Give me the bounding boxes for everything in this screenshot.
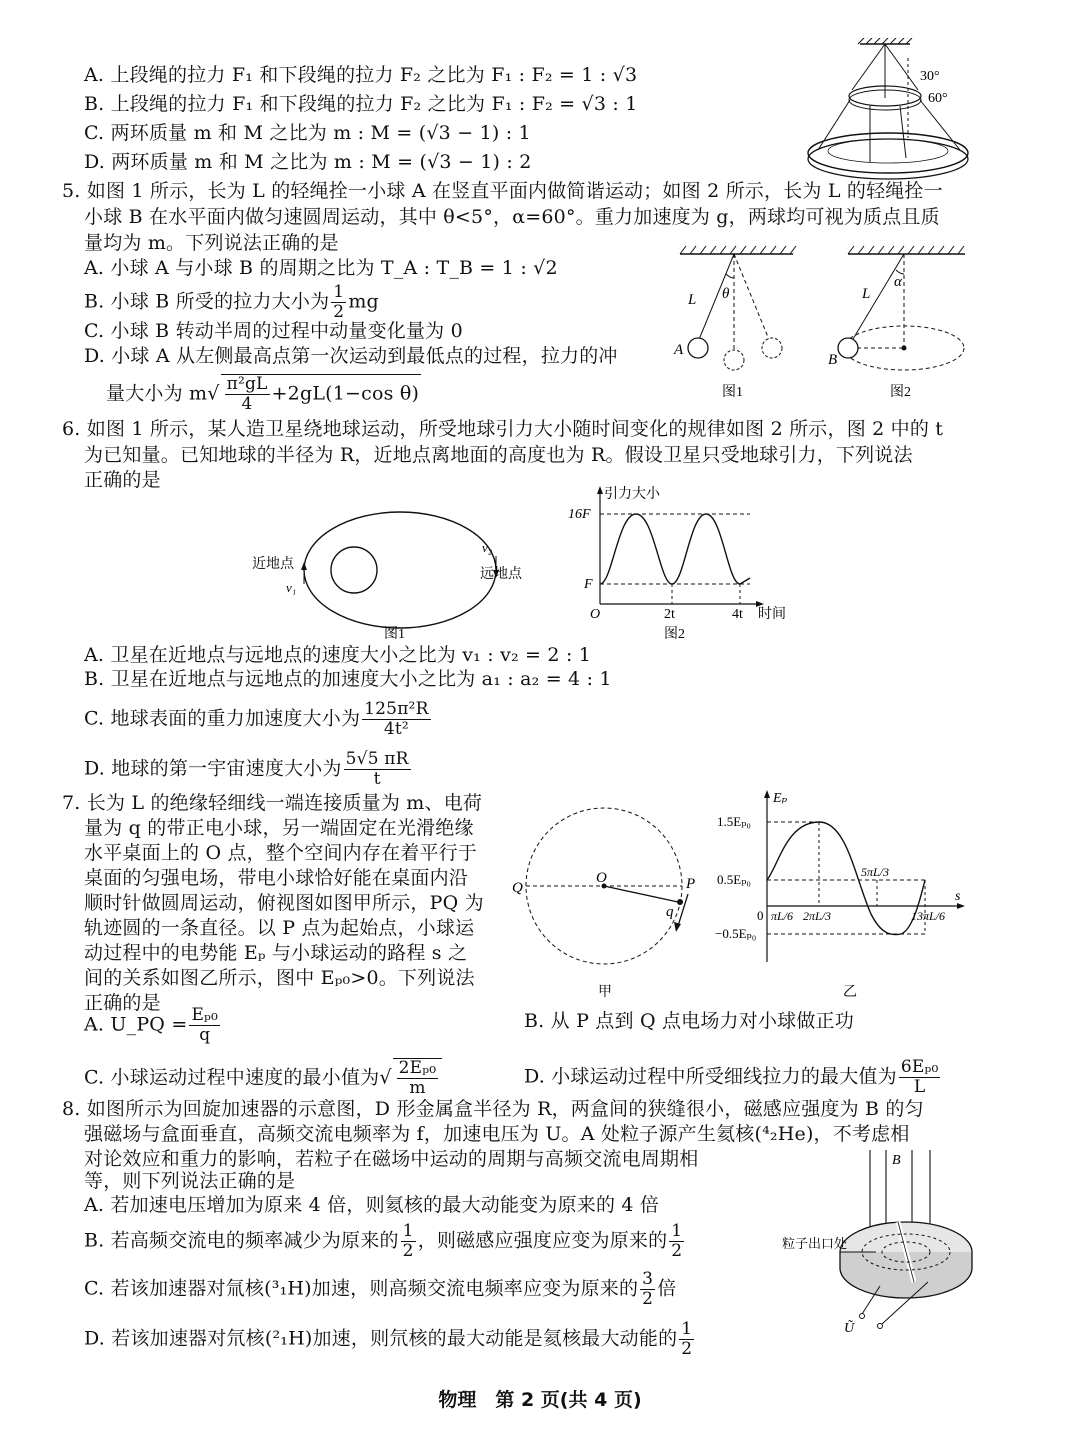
q5-fig1-A: A <box>674 342 684 358</box>
q8-stem-3: 对论效应和重力的影响，若粒子在磁场中运动的周期与高频交流电周期相 <box>84 1148 699 1170</box>
q6-chart-origin: O <box>590 607 601 622</box>
q7-option-d: D. 小球运动过程中所受细线拉力的最大值为 $\frac{\text{6Eₚ₀}}{L}$ <box>524 1057 939 1097</box>
q6-option-d: D. 地球的第一宇宙速度大小为 $\frac{5√5 \pi R}{t}$ <box>84 749 409 789</box>
q5-fig2-L: L <box>862 286 871 302</box>
q6-fig2-caption: 图2 <box>664 627 685 642</box>
q4-angle-30: 30° <box>920 69 940 84</box>
q8-option-a: A. 若加速电压增加为原来 4 倍，则氦核的最大动能变为原来的 4 倍 <box>84 1194 660 1216</box>
q8-stem-4: 等，则下列说法正确的是 <box>84 1170 296 1192</box>
q7-stem-line-2: 量为 q 的带正电小球，另一端固定在光滑绝缘 <box>84 817 474 839</box>
q6-option-a: A. 卫星在近地点与远地点的速度大小之比为 v₁ : v₂ = 2 : 1 <box>84 644 592 666</box>
q5-fig1-L: L <box>688 292 697 308</box>
q5-option-a: A. 小球 A 与小球 B 的周期之比为 T_A : T_B = 1 : √2 <box>84 257 558 279</box>
q6-chart-y-bottom: F <box>584 577 593 592</box>
q6-v2-label: v₂ <box>482 540 493 555</box>
q8-option-d: D. 若该加速器对氘核(²₁H)加速，则氘核的最大动能是氦核最大动能的 $\frac{1}{2}$ <box>84 1319 693 1359</box>
q7-stem-line-7: 动过程中的电势能 Eₚ 与小球运动的路程 s 之 <box>84 942 468 964</box>
q7-chart-x-pi6: πL/6 <box>771 909 794 923</box>
q5-fig2-alpha: α <box>894 274 902 290</box>
q5-stem-1: 5. 如图 1 所示，长为 L 的轻绳拴一小球 A 在竖直平面内做简谐运动；如图 2 所示，长为 L 的轻绳拴一 <box>62 180 943 202</box>
q5-fig1-theta: θ <box>722 286 730 302</box>
q5-option-d-line1: D. 小球 A 从左侧最高点第一次运动到最低点的过程，拉力的冲 <box>84 345 618 367</box>
q8-stem-1: 8. 如图所示为回旋加速器的示意图，D 形金属盒半径为 R，两盒间的狭缝很小，磁感应强度为 B 的匀 <box>62 1098 924 1120</box>
q7-chart-y-0.5: 0.5Eₚ₀ <box>717 872 751 887</box>
q5-option-b: B. 小球 B 所受的拉力大小为 $\frac{1}{2}$ mg <box>84 282 379 322</box>
q7-stem-line-1: 7. 长为 L 的绝缘轻细线一端连接质量为 m、电荷 <box>62 792 483 814</box>
q6-stem-3: 正确的是 <box>84 469 161 491</box>
q7-point-O: O <box>596 870 607 886</box>
q7-stem-line-3: 水平桌面上的 O 点，整个空间内存在着平行于 <box>84 842 478 864</box>
q7-chart-origin: 0 <box>757 908 764 923</box>
q6-chart-x-4t: 4t <box>732 607 743 622</box>
q6-far-point-label: 远地点 <box>480 567 522 582</box>
q6-fig1-caption: 图1 <box>384 627 405 642</box>
q6-stem-1: 6. 如图 1 所示，某人造卫星绕地球运动，所受地球引力大小随时间变化的规律如图 2 所示，图 2 中的 t <box>62 418 944 440</box>
q7-option-b: B. 从 P 点到 Q 点电场力对小球做正功 <box>524 1010 854 1032</box>
q4-option-a: A. 上段绳的拉力 F₁ 和下段绳的拉力 F₂ 之比为 F₁ : F₂ = 1 : √3 <box>84 64 638 86</box>
q7-stem-line-4: 桌面的匀强电场，带电小球恰好能在桌面内沿 <box>84 867 469 889</box>
q7-energy-chart-b <box>715 784 975 1002</box>
q7-figA-caption: 甲 <box>598 985 612 1000</box>
q6-near-point-label: 近地点 <box>252 557 294 572</box>
q7-stem-line-6: 轨迹圆的一条直径。以 P 点为起始点，小球运 <box>84 917 475 939</box>
q7-chart-y-1.5: 1.5Eₚ₀ <box>717 814 751 829</box>
q7-chart-y-neg0.5: −0.5Eₚ₀ <box>715 926 757 941</box>
q7-point-Q: Q <box>512 880 523 896</box>
q7-point-P: P <box>686 876 696 892</box>
q7-chart-x-2pi3: 2πL/3 <box>803 909 832 923</box>
q6-v1-label: v₁ <box>286 580 297 595</box>
q7-option-a: A. U_PQ = $\frac{\text{Eₚ₀}}{q}$ <box>84 1005 219 1045</box>
q5-stem-3: 量均为 m。下列说法正确的是 <box>84 232 339 254</box>
q5-fig2-B: B <box>828 352 838 368</box>
q6-option-c: C. 地球表面的重力加速度大小为 $\frac{\text{125π²R}}{\text{4t²}}$ <box>84 699 429 739</box>
q5-conical-figure-2 <box>820 240 980 402</box>
page-footer: 物理 第 2 页(共 4 页) <box>438 1389 642 1411</box>
q7-chart-ylabel: Eₚ <box>773 791 788 806</box>
q6-force-chart-figure-2 <box>560 482 810 644</box>
q4-angle-60: 60° <box>928 91 948 106</box>
q5-fig1-caption: 图1 <box>722 385 743 400</box>
q6-orbit-figure-1 <box>246 500 546 644</box>
q7-chart-x-5pi3: 5πL/3 <box>861 865 890 879</box>
q5-option-d-line2: 量大小为 m√ $\frac{\text{π²gL}}{4}$ +2gL(1−cos θ) <box>106 374 420 414</box>
q8-cyclotron-figure <box>780 1146 980 1336</box>
q6-chart-x-2t: 2t <box>664 607 675 622</box>
q6-chart-xlabel: 时间 <box>758 607 786 622</box>
q8-option-c: C. 若该加速器对氚核(³₁H)加速，则高频交流电频率应变为原来的 $\frac{3}{2}$ 倍 <box>84 1269 677 1309</box>
q4-option-b: B. 上段绳的拉力 F₁ 和下段绳的拉力 F₂ 之比为 F₁ : F₂ = √3 : 1 <box>84 93 638 115</box>
q8-field-B: B <box>892 1153 901 1168</box>
q7-figB-caption: 乙 <box>843 985 857 1000</box>
q8-exit-label: 粒子出口处 <box>782 1236 848 1251</box>
q7-stem-line-8: 间的关系如图乙所示，图中 Eₚ₀>0。下列说法 <box>84 967 475 989</box>
q4-option-d: D. 两环质量 m 和 M 之比为 m : M = (√3 − 1) : 2 <box>84 151 532 173</box>
q7-chart-x-13pi6: 13πL/6 <box>911 909 946 923</box>
q5-option-c: C. 小球 B 转动半周的过程中动量变化量为 0 <box>84 320 463 342</box>
q7-chart-xlabel: s <box>955 889 961 904</box>
q7-charge-q: q <box>666 904 674 920</box>
q5-pendulum-figure-1 <box>668 240 808 402</box>
q6-chart-y-top: 16F <box>568 507 591 522</box>
q5-stem-2: 小球 B 在水平面内做匀速圆周运动，其中 θ<5°，α=60°。重力加速度为 g，两球均可视为质点且质 <box>84 206 940 228</box>
q7-stem-line-5: 顺时针做圆周运动，俯视图如图甲所示，PQ 为 <box>84 892 484 914</box>
q6-chart-ylabel: 引力大小 <box>604 487 660 502</box>
q8-stem-2: 强磁场与盒面垂直，高频交流电频率为 f，加速电压为 U。A 处粒子源产生氦核(⁴₂He)，不考虑相 <box>84 1123 910 1145</box>
q5-fig2-caption: 图2 <box>890 385 911 400</box>
q6-stem-2: 为已知量。已知地球的半径为 R，近地点离地面的高度也为 R。假设卫星只受地球引力，下列说法 <box>84 444 913 466</box>
q4-rings-figure <box>800 38 990 188</box>
q8-option-b: B. 若高频交流电的频率减少为原来的 $\frac{1}{2}$ ，则磁感应强度应变为原来的 $\frac{1}{2}$ <box>84 1221 683 1261</box>
q6-option-b: B. 卫星在近地点与远地点的加速度大小之比为 a₁ : a₂ = 4 : 1 <box>84 668 612 690</box>
q7-option-c: C. 小球运动过程中速度的最小值为√ $\frac{\text{2Eₚ₀}}{m}$ <box>84 1058 442 1098</box>
q8-voltage-U: Ũ <box>844 1321 855 1336</box>
q4-option-c: C. 两环质量 m 和 M 之比为 m : M = (√3 − 1) : 1 <box>84 122 531 144</box>
q7-stem-line-9: 正确的是 <box>84 992 161 1014</box>
q7-circle-figure-a <box>510 790 705 1002</box>
